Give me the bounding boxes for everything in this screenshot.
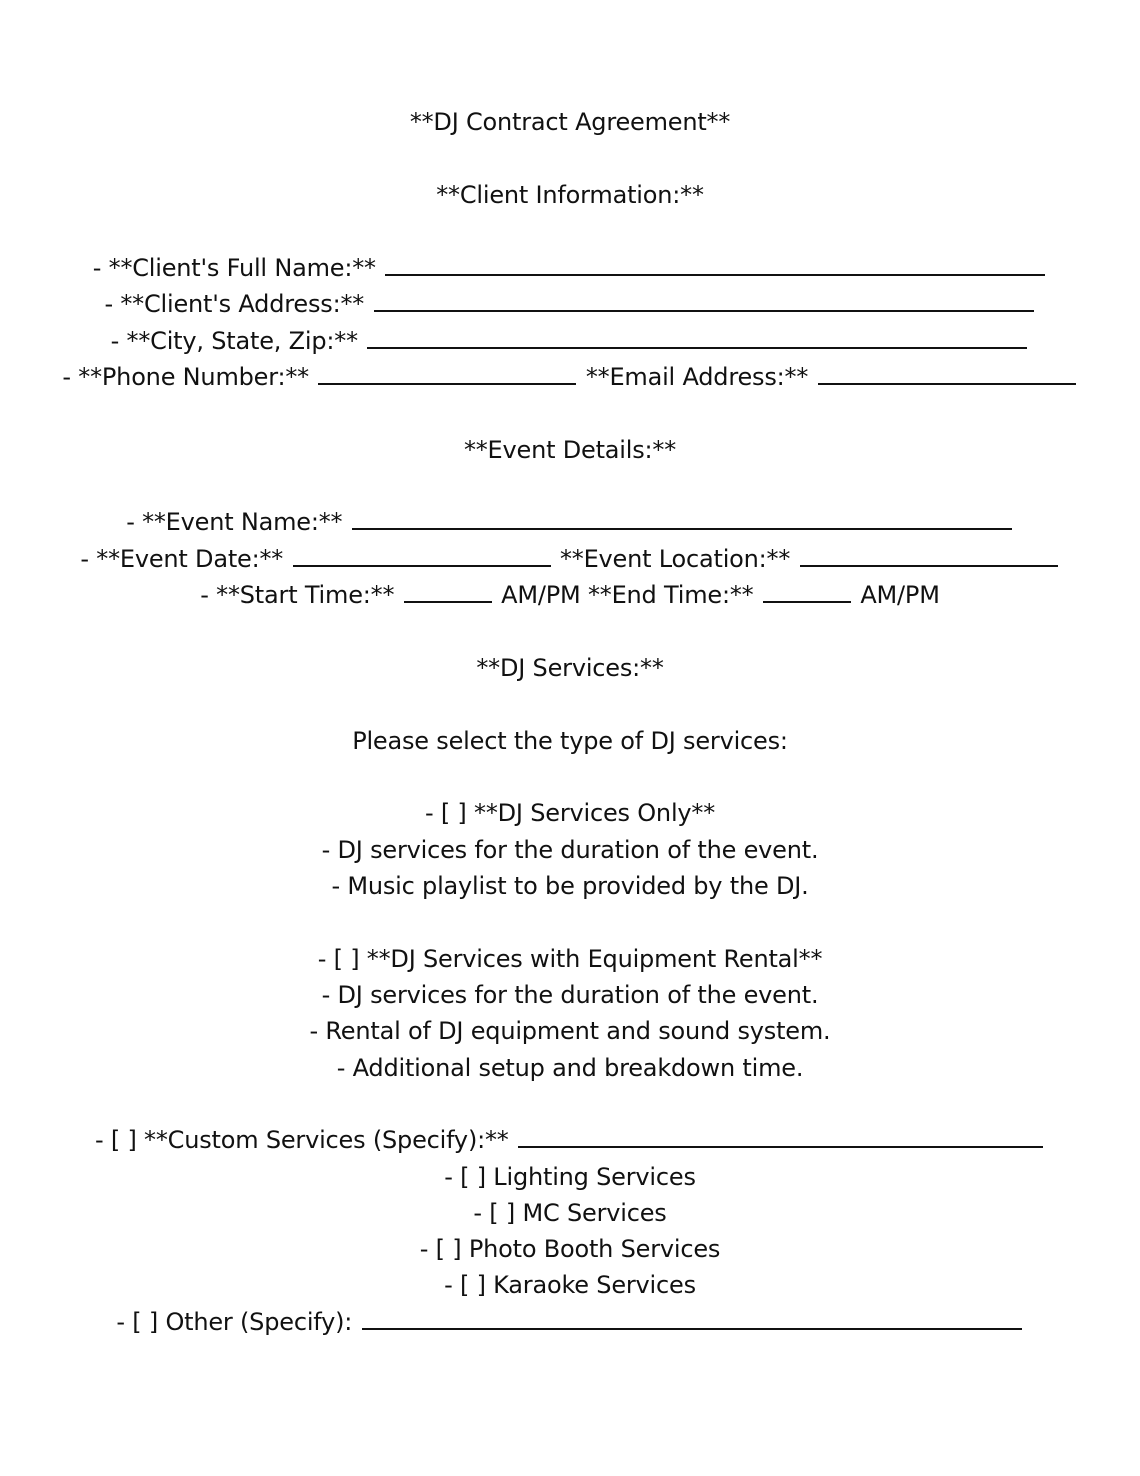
event-name-label: - **Event Name:** [126,508,343,536]
event-date-label: - **Event Date:** [80,545,284,573]
option-equipment-rental-checkbox[interactable]: - [ ] **DJ Services with Equipment Rental** [317,945,823,973]
event-location-label: **Event Location:** [559,545,791,573]
client-address-label: - **Client's Address:** [104,290,365,318]
custom-services-field[interactable] [518,1124,1043,1148]
email-field[interactable] [818,361,1076,385]
event-name-field[interactable] [352,506,1012,530]
client-name-label: - **Client's Full Name:** [92,254,376,282]
other-services-field[interactable] [362,1306,1022,1330]
option-dj-only-detail: - Music playlist to be provided by the DJ. [331,872,809,900]
services-prompt: Please select the type of DJ services: [352,727,788,755]
start-time-field[interactable] [404,579,492,603]
option-equipment-rental-detail: - Additional setup and breakdown time. [336,1054,804,1082]
city-state-zip-field[interactable] [367,325,1027,349]
start-time-suffix: AM/PM [501,581,581,609]
end-time-suffix: AM/PM [860,581,940,609]
city-state-zip-row [0,325,1140,357]
event-details-heading: **Event Details:** [463,436,677,464]
event-date-field[interactable] [293,543,551,567]
client-info-heading: **Client Information:** [436,181,704,209]
email-label: **Email Address:** [585,363,809,391]
phone-email-row [0,361,1140,393]
lighting-services-checkbox[interactable]: - [ ] Lighting Services [444,1163,696,1191]
custom-services-row [0,1124,1140,1156]
option-dj-only-checkbox[interactable]: - [ ] **DJ Services Only** [424,799,716,827]
client-address-field[interactable] [374,288,1034,312]
other-services-row [0,1306,1140,1338]
client-name-field[interactable] [385,252,1045,276]
dj-services-heading: **DJ Services:** [476,654,664,682]
option-dj-only-detail: - DJ services for the duration of the event. [321,836,819,864]
other-services-checkbox[interactable]: - [ ] Other (Specify): [116,1308,353,1336]
end-time-label: **End Time:** [587,581,754,609]
phone-label: - **Phone Number:** [62,363,309,391]
karaoke-services-checkbox[interactable]: - [ ] Karaoke Services [444,1271,696,1299]
start-time-label: - **Start Time:** [200,581,395,609]
event-time-row [0,579,1140,611]
client-address-row [0,288,1140,320]
document-title: **DJ Contract Agreement** [409,108,731,136]
event-name-row [0,506,1140,538]
option-equipment-rental-detail: - Rental of DJ equipment and sound system. [309,1017,831,1045]
custom-services-checkbox[interactable]: - [ ] **Custom Services (Specify):** [94,1126,509,1154]
city-state-zip-label: - **City, State, Zip:** [110,327,358,355]
end-time-field[interactable] [763,579,851,603]
event-location-field[interactable] [800,543,1058,567]
phone-field[interactable] [318,361,576,385]
mc-services-checkbox[interactable]: - [ ] MC Services [473,1199,667,1227]
option-equipment-rental-detail: - DJ services for the duration of the event. [321,981,819,1009]
photo-booth-services-checkbox[interactable]: - [ ] Photo Booth Services [419,1235,721,1263]
event-date-location-row [0,543,1140,575]
client-name-row [0,252,1140,284]
